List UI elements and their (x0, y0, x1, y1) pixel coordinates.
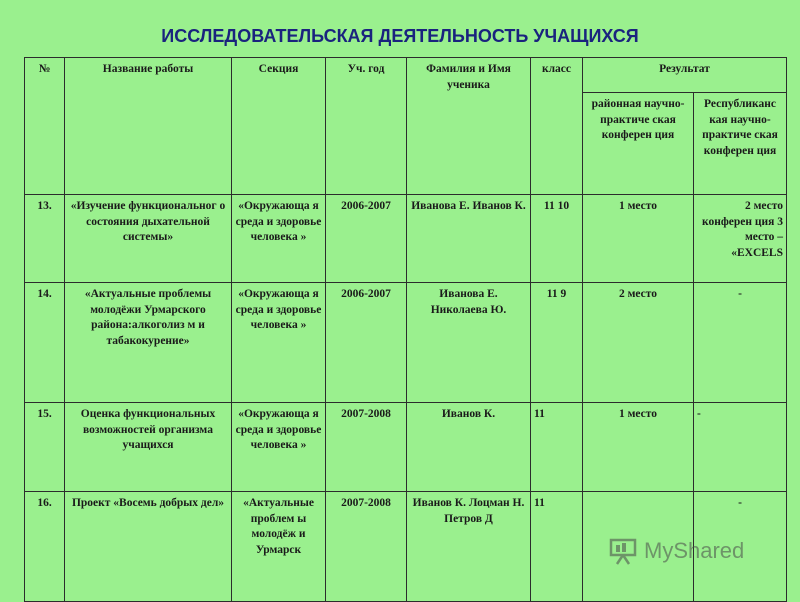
header-republic-conf: Республиканс кая научно-практиче ская конферен ция (694, 93, 787, 195)
row-year: 2006-2007 (326, 283, 407, 403)
row-republic-result: - (694, 403, 787, 492)
presentation-board-icon (608, 536, 640, 566)
row-section: «Окружающа я среда и здоровье человека » (232, 283, 326, 403)
row-district-result: 1 место (583, 195, 694, 283)
row-republic-result: 2 место конферен ция 3 место – «EXCELS (694, 195, 787, 283)
row-work: Оценка функциональных возможностей организма учащихся (65, 403, 232, 492)
watermark-logo (608, 536, 744, 566)
row-grade: 11 9 (531, 283, 583, 403)
header-work: Название работы (65, 58, 232, 195)
header-year: Уч. год (326, 58, 407, 195)
header-num: № (25, 58, 65, 195)
header-grade: класс (531, 58, 583, 195)
table-row (25, 283, 787, 403)
row-republic-result: - (694, 283, 787, 403)
row-section: «Окружающа я среда и здоровье человека » (232, 403, 326, 492)
row-work: «Изучение функциональног о состояния дыхательной системы» (65, 195, 232, 283)
row-work: «Актуальные проблемы молодёжи Урмарского района:алкоголиз м и табакокурение» (65, 283, 232, 403)
header-name: Фамилия и Имя ученика (407, 58, 531, 195)
table-row (25, 195, 787, 283)
row-work: Проект «Восемь добрых дел» (65, 492, 232, 602)
row-student: Иванова Е. Николаева Ю. (407, 283, 531, 403)
row-grade: 11 (531, 492, 583, 602)
row-year: 2007-2008 (326, 403, 407, 492)
research-table (24, 57, 787, 602)
table-row (25, 403, 787, 492)
row-grade: 11 (531, 403, 583, 492)
slide-title: ИССЛЕДОВАТЕЛЬСКАЯ ДЕЯТЕЛЬНОСТЬ УЧАЩИХСЯ (161, 26, 639, 46)
row-grade: 11 10 (531, 195, 583, 283)
row-section: «Актуальные проблем ы молодёж и Урмарск (232, 492, 326, 602)
row-year: 2007-2008 (326, 492, 407, 602)
row-district-result: 1 место (583, 403, 694, 492)
row-district-result: 2 место (583, 283, 694, 403)
row-student: Иванов К. Лоцман Н. Петров Д (407, 492, 531, 602)
row-republic-result: - (694, 492, 787, 602)
header-district-conf: районная научно-практиче ская конферен ция (583, 93, 694, 195)
row-num: 15. (25, 403, 65, 492)
header-row (25, 58, 787, 93)
row-num: 14. (25, 283, 65, 403)
row-num: 13. (25, 195, 65, 283)
header-section: Секция (232, 58, 326, 195)
row-student: Иванов К. (407, 403, 531, 492)
watermark-text: MyShared (644, 538, 745, 563)
row-year: 2006-2007 (326, 195, 407, 283)
row-num: 16. (25, 492, 65, 602)
header-result: Результат (583, 58, 787, 93)
row-section: «Окружающа я среда и здоровье человека » (232, 195, 326, 283)
row-student: Иванова Е. Иванов К. (407, 195, 531, 283)
